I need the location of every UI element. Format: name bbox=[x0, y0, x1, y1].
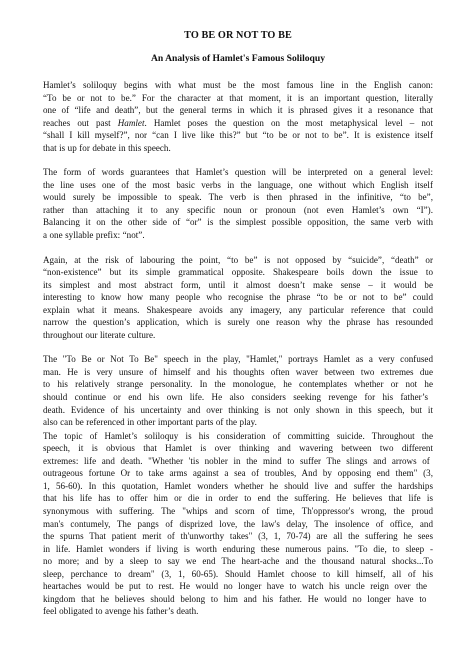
paragraph-line: man's contumely, The pangs of disprized love, the law's delay, The insolence of office, and bbox=[43, 518, 433, 529]
paragraph-line: The topic of Hamlet’s soliloquy is his consideration of committing suicide. Throughout the bbox=[43, 430, 433, 441]
paragraph-line: sleep, perchance to dream" (3, 1, 60-65). Should Hamlet choose to kill himself, all of his bbox=[43, 568, 433, 579]
paragraph-line: Again, at the risk of labouring the point, “to be” is not opposed by “suicide”, “death” or bbox=[43, 254, 433, 265]
paragraph-line: the spurns That patient merit of th'unworthy takes" (3, 1, 70-74) are all the suffering he sees bbox=[43, 531, 433, 542]
paragraph-line: “To be or not to be.” For the character at that moment, it is an important question, literally bbox=[43, 92, 433, 103]
document-page bbox=[43, 30, 433, 630]
paragraph-line: reaches out past Hamlet. Hamlet poses the question on the most metaphysical level – not bbox=[43, 117, 433, 128]
paragraph-line: heartaches would be put to rest. He would no longer have to watch his uncle reign over the bbox=[43, 581, 428, 592]
paragraph-line: would surely be impossible to speak. The verb is then phrased in the infinitive, “to be”, bbox=[43, 192, 433, 203]
paragraph-line: outrageous fortune Or to take arms against a sea of troubles, And by opposing end them" (3, bbox=[43, 468, 433, 479]
paragraph-line: should continue or end his own life. He also considers seeking revenge for his father’s bbox=[43, 392, 429, 403]
paragraph-line: a one syllable prefix: “not”. bbox=[43, 230, 145, 241]
paragraph-line: feel obligated to avenge his father’s death. bbox=[43, 606, 199, 617]
paragraph-line: extremes: life and death. "Whether 'tis nobler in the mind to suffer The slings and arrows of bbox=[43, 455, 430, 466]
paragraph-line: rather than attaching it to any specific noun or pronoun (not even Hamlet’s own “I”). bbox=[43, 204, 433, 215]
paragraph-line: Hamlet’s soliloquy begins with what must be the most famous line in the English canon: bbox=[43, 80, 433, 90]
paragraph-line: The form of words guarantees that Hamlet’s question will be interpreted on a general level: bbox=[43, 167, 433, 178]
document-body bbox=[43, 79, 433, 618]
paragraph-line: throughout our literate culture. bbox=[43, 329, 156, 340]
paragraph-line: no more; and by a sleep to say we end The heart-ache and the thousand natural shocks...To bbox=[43, 556, 433, 567]
document-subtitle: An Analysis of Hamlet's Famous Soliloquy bbox=[150, 53, 326, 64]
paragraph bbox=[43, 166, 433, 241]
paragraph-line: that his life has to offer him or die in order to end the suffering. He believes that life is bbox=[43, 493, 433, 504]
paragraph bbox=[43, 353, 433, 428]
paragraph-line: in life. Hamlet wonders if living is worth enduring these numerous pains. "To die, to sleep - bbox=[43, 543, 433, 554]
paragraph-line: man. He is very unsure of himself and his thoughts often waver between two extremes due bbox=[43, 366, 433, 377]
paragraph-line: speech, it is obvious that Hamlet is over thinking and wavering between two different bbox=[43, 443, 433, 454]
paragraph bbox=[43, 254, 433, 342]
paragraph-line: one of “life and death”, but the general terms in which it is phrased gives it a resonance that bbox=[43, 105, 433, 116]
paragraph-line: “shall I kill myself?”, nor “can I live like this?” but “to be or not to be”. It is existence itself bbox=[43, 130, 433, 141]
paragraph bbox=[43, 79, 433, 154]
paragraph-line: Balancing it on the other side of “or” is the simplest possible opposition, the same verb with bbox=[43, 217, 433, 228]
paragraph-line: its simplest and most abstract form, until it almost doesn’t make sense – it would be bbox=[43, 279, 433, 290]
paragraph-line: interesting to know how many people who recognise the phrase “to be or not to be” could bbox=[43, 292, 433, 303]
paragraph-line: explain what it means. Shakespeare avoids any imagery, any particular reference that could bbox=[43, 304, 433, 315]
paragraph-line: narrow the question’s application, which is surely one reason why the phrase has resounded bbox=[43, 317, 433, 328]
document-title: TO BE OR NOT TO BE bbox=[184, 30, 292, 41]
paragraph-line: death. Evidence of his uncertainty and over thinking is not only shown in this speech, but it bbox=[43, 404, 433, 415]
paragraph-line: kingdom that he believes should belong to him and his father. He would no longer have to bbox=[43, 593, 427, 604]
paragraph-line: “non-existence” but its simple grammatical opposite. Shakespeare boils down the issue to bbox=[43, 267, 433, 278]
emphasis-text: Hamlet bbox=[117, 117, 145, 128]
paragraph-line: that is up for debate in this speech. bbox=[43, 142, 171, 153]
paragraph-line: the line uses one of the most basic verbs in the language, one without which English itself bbox=[43, 179, 433, 190]
paragraph-line: 1, 56-60). In this quotation, Hamlet wonders whether he should live and suffer the hardships bbox=[43, 480, 433, 491]
paragraph-line: The "To Be or Not To Be" speech in the play, "Hamlet," portrays Hamlet as a very confused bbox=[43, 354, 433, 365]
paragraph-line: synonymous with suffering. The "whips and scorn of time, Th'oppressor's wrong, the proud bbox=[43, 505, 433, 516]
paragraph-line: to his relatively strange personality. In the monologue, he contemplates whether or not he bbox=[43, 379, 433, 390]
paragraph-line: also can be referenced in other important parts of the play. bbox=[43, 417, 257, 428]
paragraph bbox=[43, 430, 433, 618]
